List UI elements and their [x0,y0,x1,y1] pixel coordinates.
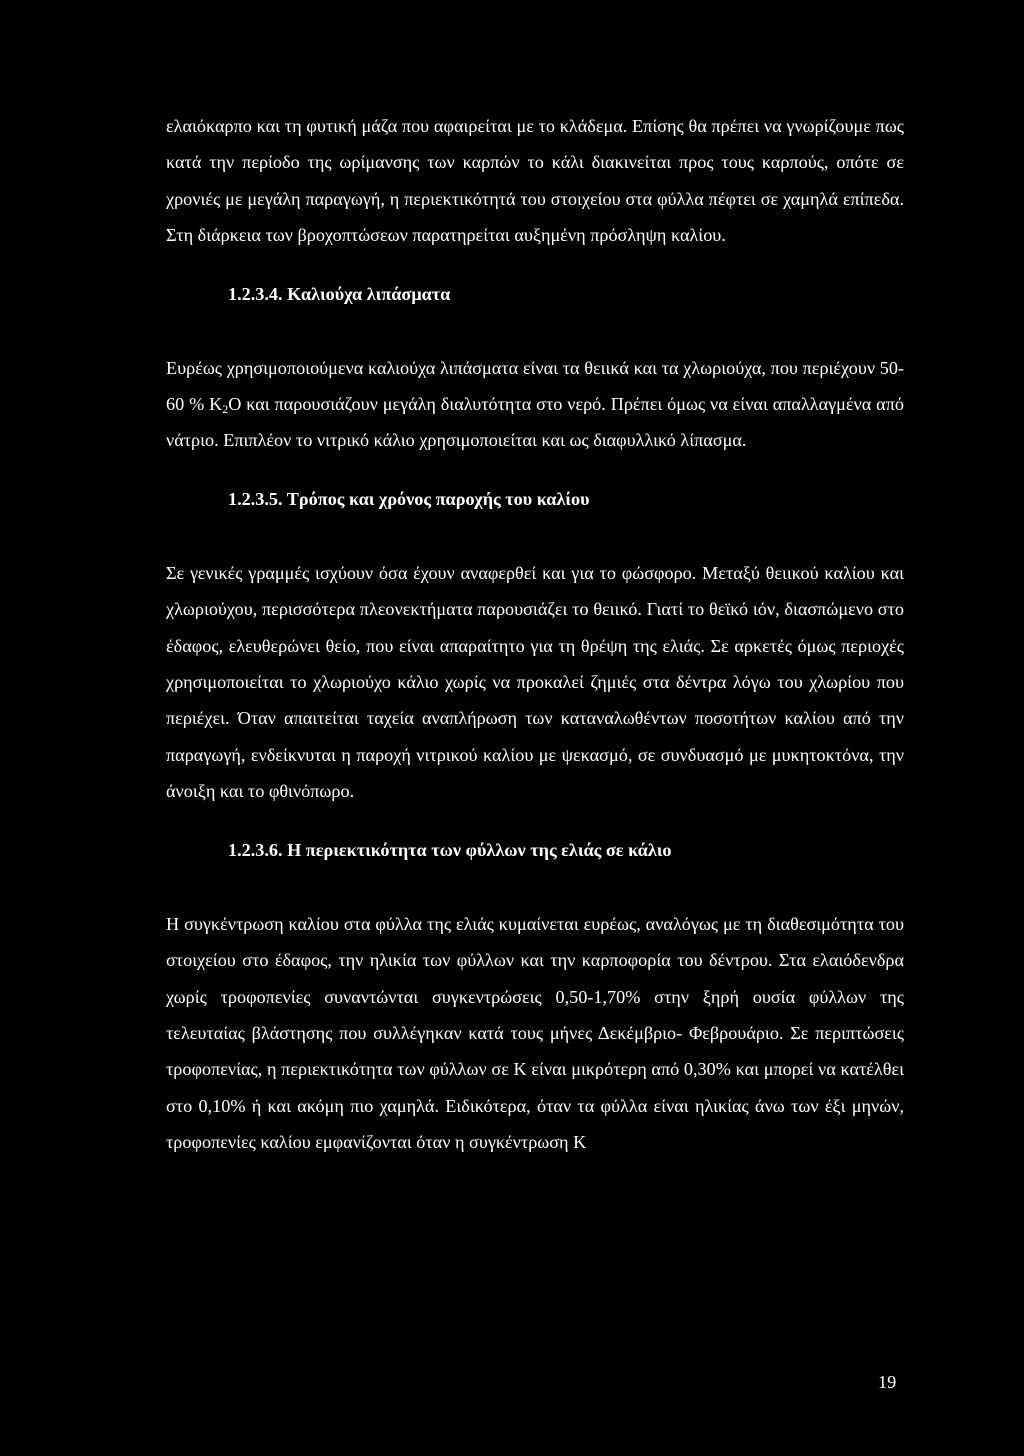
section-heading-1-2-3-4: 1.2.3.4. Καλιούχα λιπάσματα [228,283,451,304]
page-number: 19 [878,1372,897,1392]
section-1-2-3-4-text-part1: Ευρέως χρησιμοποιούμενα καλιούχα λιπάσματα είναι τα θειικά και τα χλωριούχα, που περιέχουν 50-60 % K [166,357,904,415]
section-1-2-3-4-text-part2: O και παρουσιάζουν μεγάλη διαλυτότητα στο νερό. Πρέπει όμως να είναι απαλλαγμένα από νάτριο. Επιπλέον το νιτρικό κάλιο χρησιμοποιείται και ως διαφυλλικό λίπασμα. [166,394,904,451]
section-heading-1-2-3-6: 1.2.3.6. Η περιεκτικότητα των φύλλων της ελιάς σε κάλιο [228,839,672,860]
section-1-2-3-5-paragraph: Σε γενικές γραμμές ισχύουν όσα έχουν αναφερθεί και για το φώσφορο. Μεταξύ θειικού καλίου και χλωριούχου, περισσότερα πλεονεκτήματα παρουσιάζει το θειικό. Γιατί το θεϊκό ιόν, διασπώμενο στο έδαφος, ελευθερώνει θείο, που είναι απαραίτητο για τη θρέψη της ελιάς. Σε αρκετές όμως περιοχές χρησιμοποιείται το χλωριούχο κάλιο χωρίς να προκαλεί ζημιές στα δέντρα λόγω του χλωρίου που περιέχει. Όταν απαιτείται ταχεία αναπλήρωση των καταναλωθέντων ποσοτήτων καλίου από την παραγωγή, ενδείκνυται η παροχή νιτρικού καλίου με ψεκασμό, σε συνδυασμό με μυκητοκτόνα, την άνοιξη και το φθινόπωρο. [166,562,904,802]
section-1-2-3-6-paragraph: Η συγκέντρωση καλίου στα φύλλα της ελιάς κυμαίνεται ευρέως, αναλόγως με τη διαθεσιμότητα του στοιχείου στο έδαφος, την ηλικία των φύλλων και την καρποφορία του δέντρου. Στα ελαιόδενδρα χωρίς τροφοπενίες συναντώνται συγκεντρώσεις 0,50-1,70% στην ξηρή ουσία φύλλων της τελευταίας βλάστησης που συλλέγηκαν κατά τους μήνες Δεκέμβριο- Φεβρουάριο. Σε περιπτώσεις τροφοπενίας, η περιεκτικότητα των φύλλων σε Κ είναι μικρότερη από 0,30% και μπορεί να κατέλθει στο 0,10% ή και ακόμη πιο χαμηλά. Ειδικότερα, όταν τα φύλλα είναι ηλικίας άνω των έξι μηνών, τροφοπενίες καλίου εμφανίζονται όταν η συγκέντρωση Κ [166,913,904,1153]
section-1-2-3-4-paragraph [166,350,904,459]
document-page [166,108,904,1161]
k2o-subscript: 2 [222,402,229,417]
section-heading-1-2-3-5: 1.2.3.5. Τρόπος και χρόνος παροχής του καλίου [228,488,590,509]
intro-paragraph: ελαιόκαρπο και τη φυτική μάζα που αφαιρείται με το κλάδεμα. Επίσης θα πρέπει να γνωρίζουμε πως κατά την περίοδο της ωρίμανσης των καρπών το κάλι διακινείται προς τους καρπούς, οπότε σε χρονιές με μεγάλη παραγωγή, η περιεκτικότητά του στοιχείου στα φύλλα πέφτει σε χαμηλά επίπεδα. Στη διάρκεια των βροχοπτώσεων παρατηρείται αυξημένη πρόσληψη καλίου. [166,116,904,246]
